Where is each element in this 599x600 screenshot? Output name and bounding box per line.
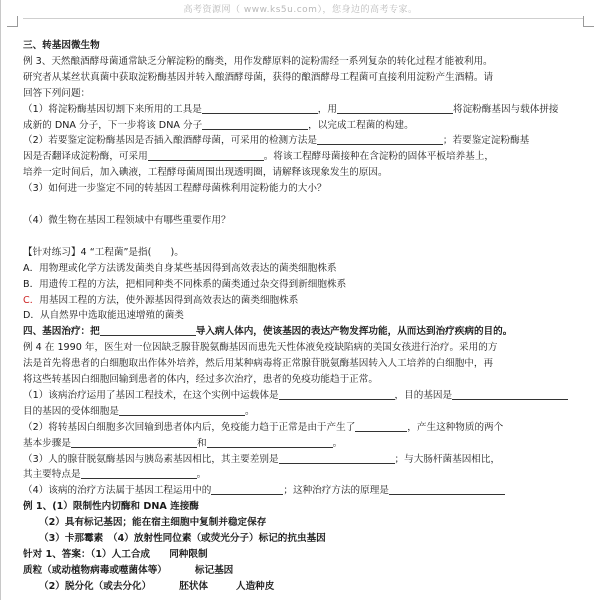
- text-segment: （2）若要鉴定淀粉酶基因是否插入酿酒酵母菌，可采用的检测方法是: [23, 135, 317, 147]
- page-header: 高考资源网（ www.ks5u.com），您身边的高考专家。: [183, 5, 418, 15]
- text-segment: 标记基因: [194, 564, 234, 576]
- practice-question-title: 【针对练习】4 “工程菌”是指( )。: [23, 246, 184, 258]
- answer-blank[interactable]: [81, 468, 197, 479]
- section-title-gene-therapy: [23, 324, 589, 340]
- text-segment: 基本步骤是: [23, 437, 71, 449]
- example-3-line-1: 例 3、天然酿酒酵母菌通常缺乏分解淀粉的酶类，用作发酵原料的淀粉需经一系列复杂的转化过程才能被利用。: [23, 55, 493, 67]
- answer-blank[interactable]: [148, 150, 264, 161]
- text-segment: （3）人的腺苷脱氨酶基因与胰岛素基因相比，其主要差别是: [23, 453, 279, 465]
- answer-blank[interactable]: [279, 453, 395, 464]
- answer-key-line-6: [23, 579, 589, 595]
- answer-key-line-1: 例 1、(1）限制性内切酶和 DNA 连接酶: [23, 501, 199, 513]
- text-segment: 。: [332, 437, 343, 449]
- text-segment: ，目的基因是: [394, 389, 453, 401]
- question-1-line-2: [23, 118, 589, 134]
- answer-blank[interactable]: [279, 389, 395, 400]
- example-3-line-3: 回答下列问题：: [23, 87, 91, 99]
- answer-blank[interactable]: [202, 119, 308, 130]
- example-4-question-3-line-1: [23, 452, 589, 468]
- text-segment: 。: [244, 405, 255, 417]
- question-2-line-3: 培养一定时间后，加入碘液，工程酵母菌周围出现透明圈，请解释该现象发生的原因。: [23, 167, 388, 179]
- example-4-question-1-line-1: [23, 388, 589, 404]
- option-b[interactable]: B．用遗传工程的方法，把相同种类不同株系的菌类通过杂交得到新细胞株系: [23, 278, 347, 290]
- question-2-line-1: [23, 133, 589, 149]
- option-d[interactable]: D．从自然界中选取能迅速增殖的菌类: [23, 310, 184, 322]
- text-segment: 质粒（或动植物病毒或噬菌体等）: [23, 564, 167, 576]
- text-segment: （4）该病的治疗方法属于基因工程运用中的: [23, 485, 212, 497]
- text-segment: 四、基因治疗：把: [23, 326, 100, 338]
- example-4-question-1-line-2: [23, 404, 589, 420]
- text-segment: 目的基因的受体细胞是: [23, 405, 119, 417]
- example-4-question-3-line-2: [23, 467, 589, 483]
- example-4-question-4: [23, 483, 589, 499]
- text-segment: ；这种治疗方法的原理是: [283, 485, 389, 497]
- text-segment: 其主要特点是: [23, 469, 81, 481]
- answer-blank[interactable]: [119, 405, 245, 416]
- answer-blank[interactable]: [211, 484, 283, 495]
- option-c-text: 用基因工程的方法，使外源基因得到高效表达的菌类细胞株系: [39, 294, 299, 306]
- option-a[interactable]: A．用物理或化学方法诱发菌类自身某些基因得到高效表达的菌类细胞株系: [23, 262, 337, 274]
- answer-blank[interactable]: [100, 325, 196, 336]
- text-segment: ，产生这种物质的两个: [407, 421, 504, 433]
- answer-space: [23, 229, 589, 245]
- text-segment: ；与大肠杆菌基因相比，: [394, 453, 501, 465]
- text-segment: 人造种皮: [236, 580, 275, 592]
- example-4-question-2-line-2: [23, 436, 589, 452]
- question-2-line-2: [23, 149, 589, 165]
- corner-mark-right: [583, 16, 594, 27]
- text-segment: 导入病人体内，使该基因的表达产物发挥功能，从而达到治疗疾病的目的。: [195, 326, 513, 338]
- answer-key-line-3: （3）卡那霉素 （4）放射性同位素（或荧光分子）标记的抗虫基因: [39, 533, 326, 545]
- text-segment: ，用: [317, 103, 337, 115]
- example-4-line-2: 法是首先将患者的白细胞取出作体外培养，然后用某种病毒将正常腺苷脱氨酶基因转入人工培养的白细胞中，再: [23, 358, 494, 370]
- answer-blank[interactable]: [317, 134, 443, 145]
- corner-mark-left: [7, 16, 18, 27]
- text-segment: 将淀粉酶基因与载体拼接: [452, 103, 559, 115]
- text-segment: （2）将转基因白细胞多次回输到患者体内后，免疫能力趋于正常是由于产生了: [23, 421, 356, 433]
- answer-blank[interactable]: [71, 437, 197, 448]
- question-3: （3）如何进一步鉴定不同的转基因工程酵母菌株利用淀粉能力的大小？: [23, 183, 327, 195]
- header-rule: [23, 18, 583, 19]
- example-3-line-2: 研究者从某丝状真菌中获取淀粉酶基因并转入酿酒酵母菌，获得的酿酒酵母工程菌可直接利用淀粉产生酒精。请: [23, 71, 494, 83]
- text-segment: 因是否翻译成淀粉酶，可采用: [23, 151, 148, 163]
- text-segment: （1）该病治疗运用了基因工程技术，在这个实例中运载体是: [23, 389, 279, 401]
- answer-space: [23, 197, 589, 213]
- answer-blank[interactable]: [207, 437, 333, 448]
- text-segment: 胚状体: [179, 580, 208, 592]
- section-title-transgenic-microbes: 三、转基因微生物: [23, 40, 100, 51]
- example-4-question-2-line-1: [23, 420, 589, 436]
- option-c-letter: C．: [23, 294, 40, 306]
- answer-blank[interactable]: [337, 103, 453, 114]
- answer-blank[interactable]: [389, 484, 505, 495]
- answer-key-line-2: （2）具有标记基因；能在宿主细胞中复制并稳定保存: [39, 517, 267, 529]
- answer-blank[interactable]: [355, 421, 407, 432]
- text-segment: 。: [196, 469, 207, 481]
- question-4: （4）微生物在基因工程领域中有哪些重要作用？: [23, 214, 231, 226]
- option-c[interactable]: [23, 293, 589, 309]
- text-segment: 成新的 DNA 分子，下一步将该 DNA 分子: [23, 119, 203, 131]
- text-segment: ，以完成工程菌的构建。: [308, 119, 414, 131]
- question-1-line-1: [23, 102, 589, 118]
- text-segment: （2）脱分化（或去分化）: [39, 580, 152, 592]
- text-segment: ；若要鉴定淀粉酶基: [442, 135, 530, 147]
- answer-key-line-4: 针对 1、答案：（1）人工合成 同种限制: [23, 549, 208, 560]
- answer-key-line-5: [23, 563, 589, 579]
- example-4-line-1: 例 4 在 1990 年，医生对一位因缺乏腺苷脱氨酶基因而患先天性体液免疫缺陷病的美国女孩进行治疗。采用的方: [23, 342, 498, 354]
- text-segment: （1）将淀粉酶基因切割下来所用的工具是: [23, 103, 202, 115]
- answer-blank[interactable]: [452, 389, 568, 400]
- text-segment: 。将该工程酵母菌接种在含淀粉的固体平板培养基上，: [263, 151, 494, 163]
- example-4-line-3: 将这些转基因白细胞回输到患者的体内，经过多次治疗，患者的免疫功能趋于正常。: [23, 374, 378, 386]
- answer-blank[interactable]: [202, 103, 318, 114]
- document-body: [23, 38, 589, 595]
- text-segment: 和: [196, 437, 207, 449]
